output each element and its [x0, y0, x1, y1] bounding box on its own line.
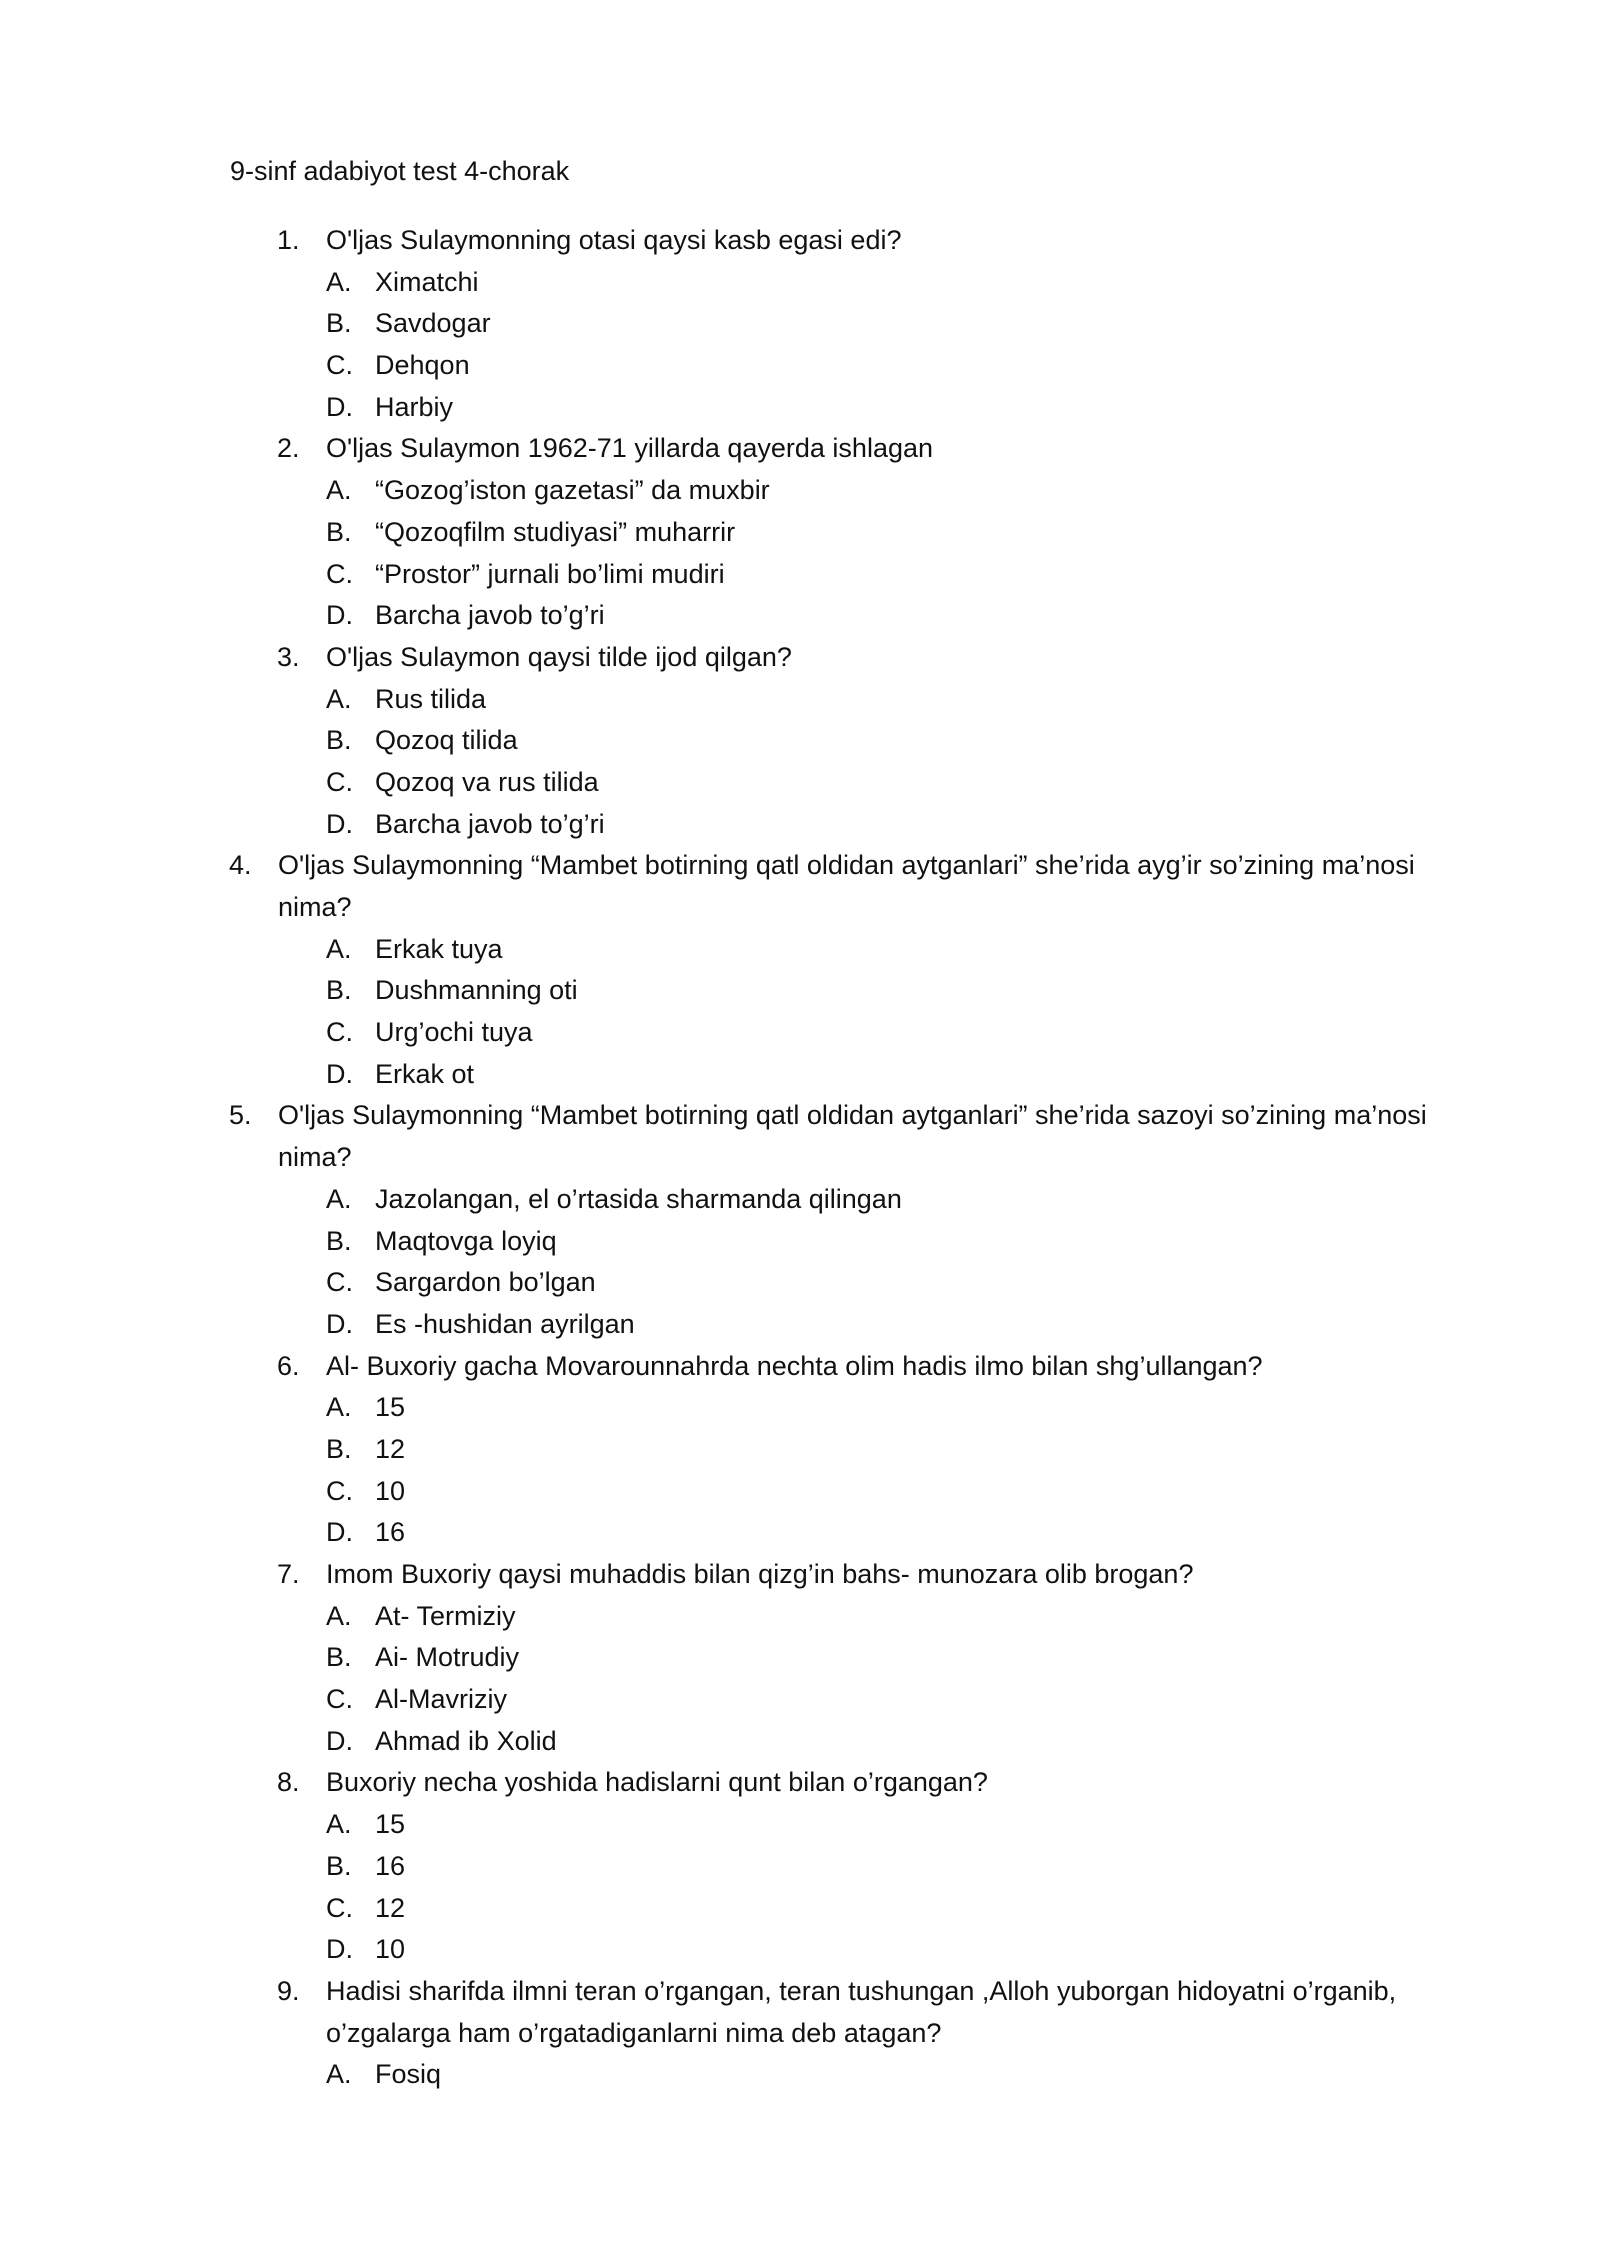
question-5	[0, 1095, 1600, 1345]
answer-option	[0, 679, 1600, 721]
answer-option	[0, 1471, 1600, 1513]
document-title: 9-sinf adabiyot test 4-chorak	[230, 156, 570, 186]
answer-option	[0, 1888, 1600, 1930]
option-text: 16	[375, 1850, 406, 1881]
answer-option	[0, 929, 1600, 971]
question-number: 7.	[277, 1559, 300, 1590]
answer-option	[0, 262, 1600, 304]
answer-option	[0, 804, 1600, 846]
answer-option	[0, 1512, 1600, 1554]
option-letter: D.	[326, 1517, 353, 1548]
option-letter: B.	[326, 1850, 352, 1881]
answer-option	[0, 345, 1600, 387]
option-letter: D.	[326, 1058, 353, 1089]
option-letter: B.	[326, 725, 352, 756]
answer-option	[0, 1929, 1600, 1971]
option-letter: B.	[326, 1642, 352, 1673]
option-text: Maqtovga loyiq	[375, 1225, 557, 1256]
question-text: O'ljas Sulaymonning “Mambet botirning qatl oldidan aytganlari” she’rida ayg’ir so’zining ma’nosi nima?	[278, 850, 1415, 923]
option-text: Qozoq tilida	[375, 725, 518, 756]
answer-option	[0, 1304, 1600, 1346]
answer-option	[0, 1637, 1600, 1679]
option-text: Dehqon	[375, 350, 470, 381]
option-letter: C.	[326, 1267, 353, 1298]
option-letter: B.	[326, 516, 352, 547]
question-number: 9.	[277, 1975, 300, 2006]
question-text: Buxoriy necha yoshida hadislarni qunt bilan o’rgangan?	[326, 1767, 988, 1798]
option-text: Fosiq	[375, 2059, 442, 2090]
option-letter: A.	[326, 683, 352, 714]
answer-option	[0, 2054, 1600, 2096]
answer-option	[0, 595, 1600, 637]
option-text: 12	[375, 1433, 406, 1464]
option-text: 15	[375, 1809, 406, 1840]
option-text: Savdogar	[375, 308, 491, 339]
option-text: Al-Mavriziy	[375, 1684, 507, 1715]
answer-option	[0, 1221, 1600, 1263]
option-text: Barcha javob to’g’ri	[375, 600, 605, 631]
option-text: 10	[375, 1475, 406, 1506]
option-text: At- Termiziy	[375, 1600, 516, 1631]
option-letter: C.	[326, 766, 353, 797]
option-text: “Qozoqfilm studiyasi” muharrir	[375, 516, 736, 547]
question-9	[0, 1971, 1600, 2096]
option-letter: A.	[326, 266, 352, 297]
option-letter: A.	[326, 2059, 352, 2090]
option-text: Ahmad ib Xolid	[375, 1725, 557, 1756]
answer-option	[0, 1012, 1600, 1054]
option-letter: D.	[326, 1308, 353, 1339]
option-letter: D.	[326, 391, 353, 422]
answer-option	[0, 1846, 1600, 1888]
answer-option	[0, 1179, 1600, 1221]
question-number: 5.	[229, 1100, 252, 1131]
option-text: 10	[375, 1934, 406, 1965]
option-text: Rus tilida	[375, 683, 487, 714]
question-number: 6.	[277, 1350, 300, 1381]
option-text: “Prostor” jurnali bo’limi mudiri	[375, 558, 725, 589]
question-text: O'ljas Sulaymonning “Mambet botirning qatl oldidan aytganlari” she’rida sazoyi so’zining ma’nosi nima?	[278, 1100, 1427, 1173]
option-letter: B.	[326, 975, 352, 1006]
answer-option	[0, 470, 1600, 512]
question-text: O'ljas Sulaymonning otasi qaysi kasb egasi edi?	[326, 225, 902, 255]
option-letter: A.	[326, 933, 352, 964]
question-text: O'ljas Sulaymon 1962-71 yillarda qayerda ishlagan	[326, 433, 934, 464]
answer-option	[0, 1679, 1600, 1721]
option-text: Erkak tuya	[375, 933, 503, 964]
option-letter: A.	[326, 475, 352, 506]
question-text: Imom Buxoriy qaysi muhaddis bilan qizg’in bahs- munozara olib brogan?	[326, 1559, 1194, 1590]
option-letter: C.	[326, 558, 353, 589]
question-3	[0, 637, 1600, 845]
answer-option	[0, 720, 1600, 762]
option-text: Es -hushidan ayrilgan	[375, 1308, 635, 1339]
option-letter: B.	[326, 1225, 352, 1256]
option-letter: A.	[326, 1600, 352, 1631]
option-letter: C.	[326, 350, 353, 381]
option-letter: D.	[326, 808, 353, 839]
answer-option	[0, 1596, 1600, 1638]
answer-option	[0, 970, 1600, 1012]
option-letter: B.	[326, 308, 352, 339]
option-letter: B.	[326, 1433, 352, 1464]
answer-option	[0, 387, 1600, 429]
answer-option	[0, 512, 1600, 554]
option-text: 16	[375, 1517, 406, 1548]
option-text: Ai- Motrudiy	[375, 1642, 520, 1673]
option-letter: C.	[326, 1475, 353, 1506]
option-text: Dushmanning oti	[375, 975, 578, 1006]
option-text: “Gozog’iston gazetasi” da muxbir	[375, 475, 770, 506]
option-text: Barcha javob to’g’ri	[375, 808, 605, 839]
question-list	[0, 220, 1600, 2096]
option-letter: A.	[326, 1183, 352, 1214]
answer-option	[0, 1387, 1600, 1429]
option-letter: C.	[326, 1684, 353, 1715]
question-6	[0, 1346, 1600, 1554]
question-2	[0, 428, 1600, 636]
answer-option	[0, 554, 1600, 596]
answer-option	[0, 1262, 1600, 1304]
answer-option	[0, 762, 1600, 804]
question-1	[0, 220, 1600, 428]
question-text: Al- Buxoriy gacha Movarounnahrda nechta olim hadis ilmo bilan shg’ullangan?	[326, 1350, 1263, 1381]
option-text: Ximatchi	[375, 266, 479, 297]
option-text: Sargardon bo’lgan	[375, 1267, 596, 1298]
answer-option	[0, 1721, 1600, 1763]
question-text: Hadisi sharifda ilmni teran o’rgangan, teran tushungan ,Alloh yuborgan hidoyatni o’rganib, o’zgalarga ham o’rgatadiganlarni nima deb atagan?	[326, 1975, 1397, 2048]
option-text: Harbiy	[375, 391, 454, 422]
option-letter: C.	[326, 1017, 353, 1048]
option-letter: C.	[326, 1892, 353, 1923]
option-text: Jazolangan, el o’rtasida sharmanda qilingan	[375, 1183, 902, 1214]
answer-option	[0, 303, 1600, 345]
option-text: Urg’ochi tuya	[375, 1017, 533, 1048]
question-7	[0, 1554, 1600, 1762]
question-number: 1.	[277, 225, 300, 255]
option-letter: A.	[326, 1392, 352, 1423]
option-letter: D.	[326, 1725, 353, 1756]
question-number: 3.	[277, 641, 300, 672]
question-4	[0, 845, 1600, 1095]
question-number: 8.	[277, 1767, 300, 1798]
question-number: 4.	[229, 850, 252, 881]
answer-option	[0, 1804, 1600, 1846]
option-text: 15	[375, 1392, 406, 1423]
option-letter: D.	[326, 1934, 353, 1965]
answer-option	[0, 1429, 1600, 1471]
question-text: O'ljas Sulaymon qaysi tilde ijod qilgan?	[326, 641, 792, 672]
option-letter: D.	[326, 600, 353, 631]
option-text: 12	[375, 1892, 406, 1923]
question-8	[0, 1762, 1600, 1970]
question-number: 2.	[277, 433, 300, 464]
option-letter: A.	[326, 1809, 352, 1840]
option-text: Erkak ot	[375, 1058, 475, 1089]
answer-option	[0, 1054, 1600, 1096]
option-text: Qozoq va rus tilida	[375, 766, 599, 797]
